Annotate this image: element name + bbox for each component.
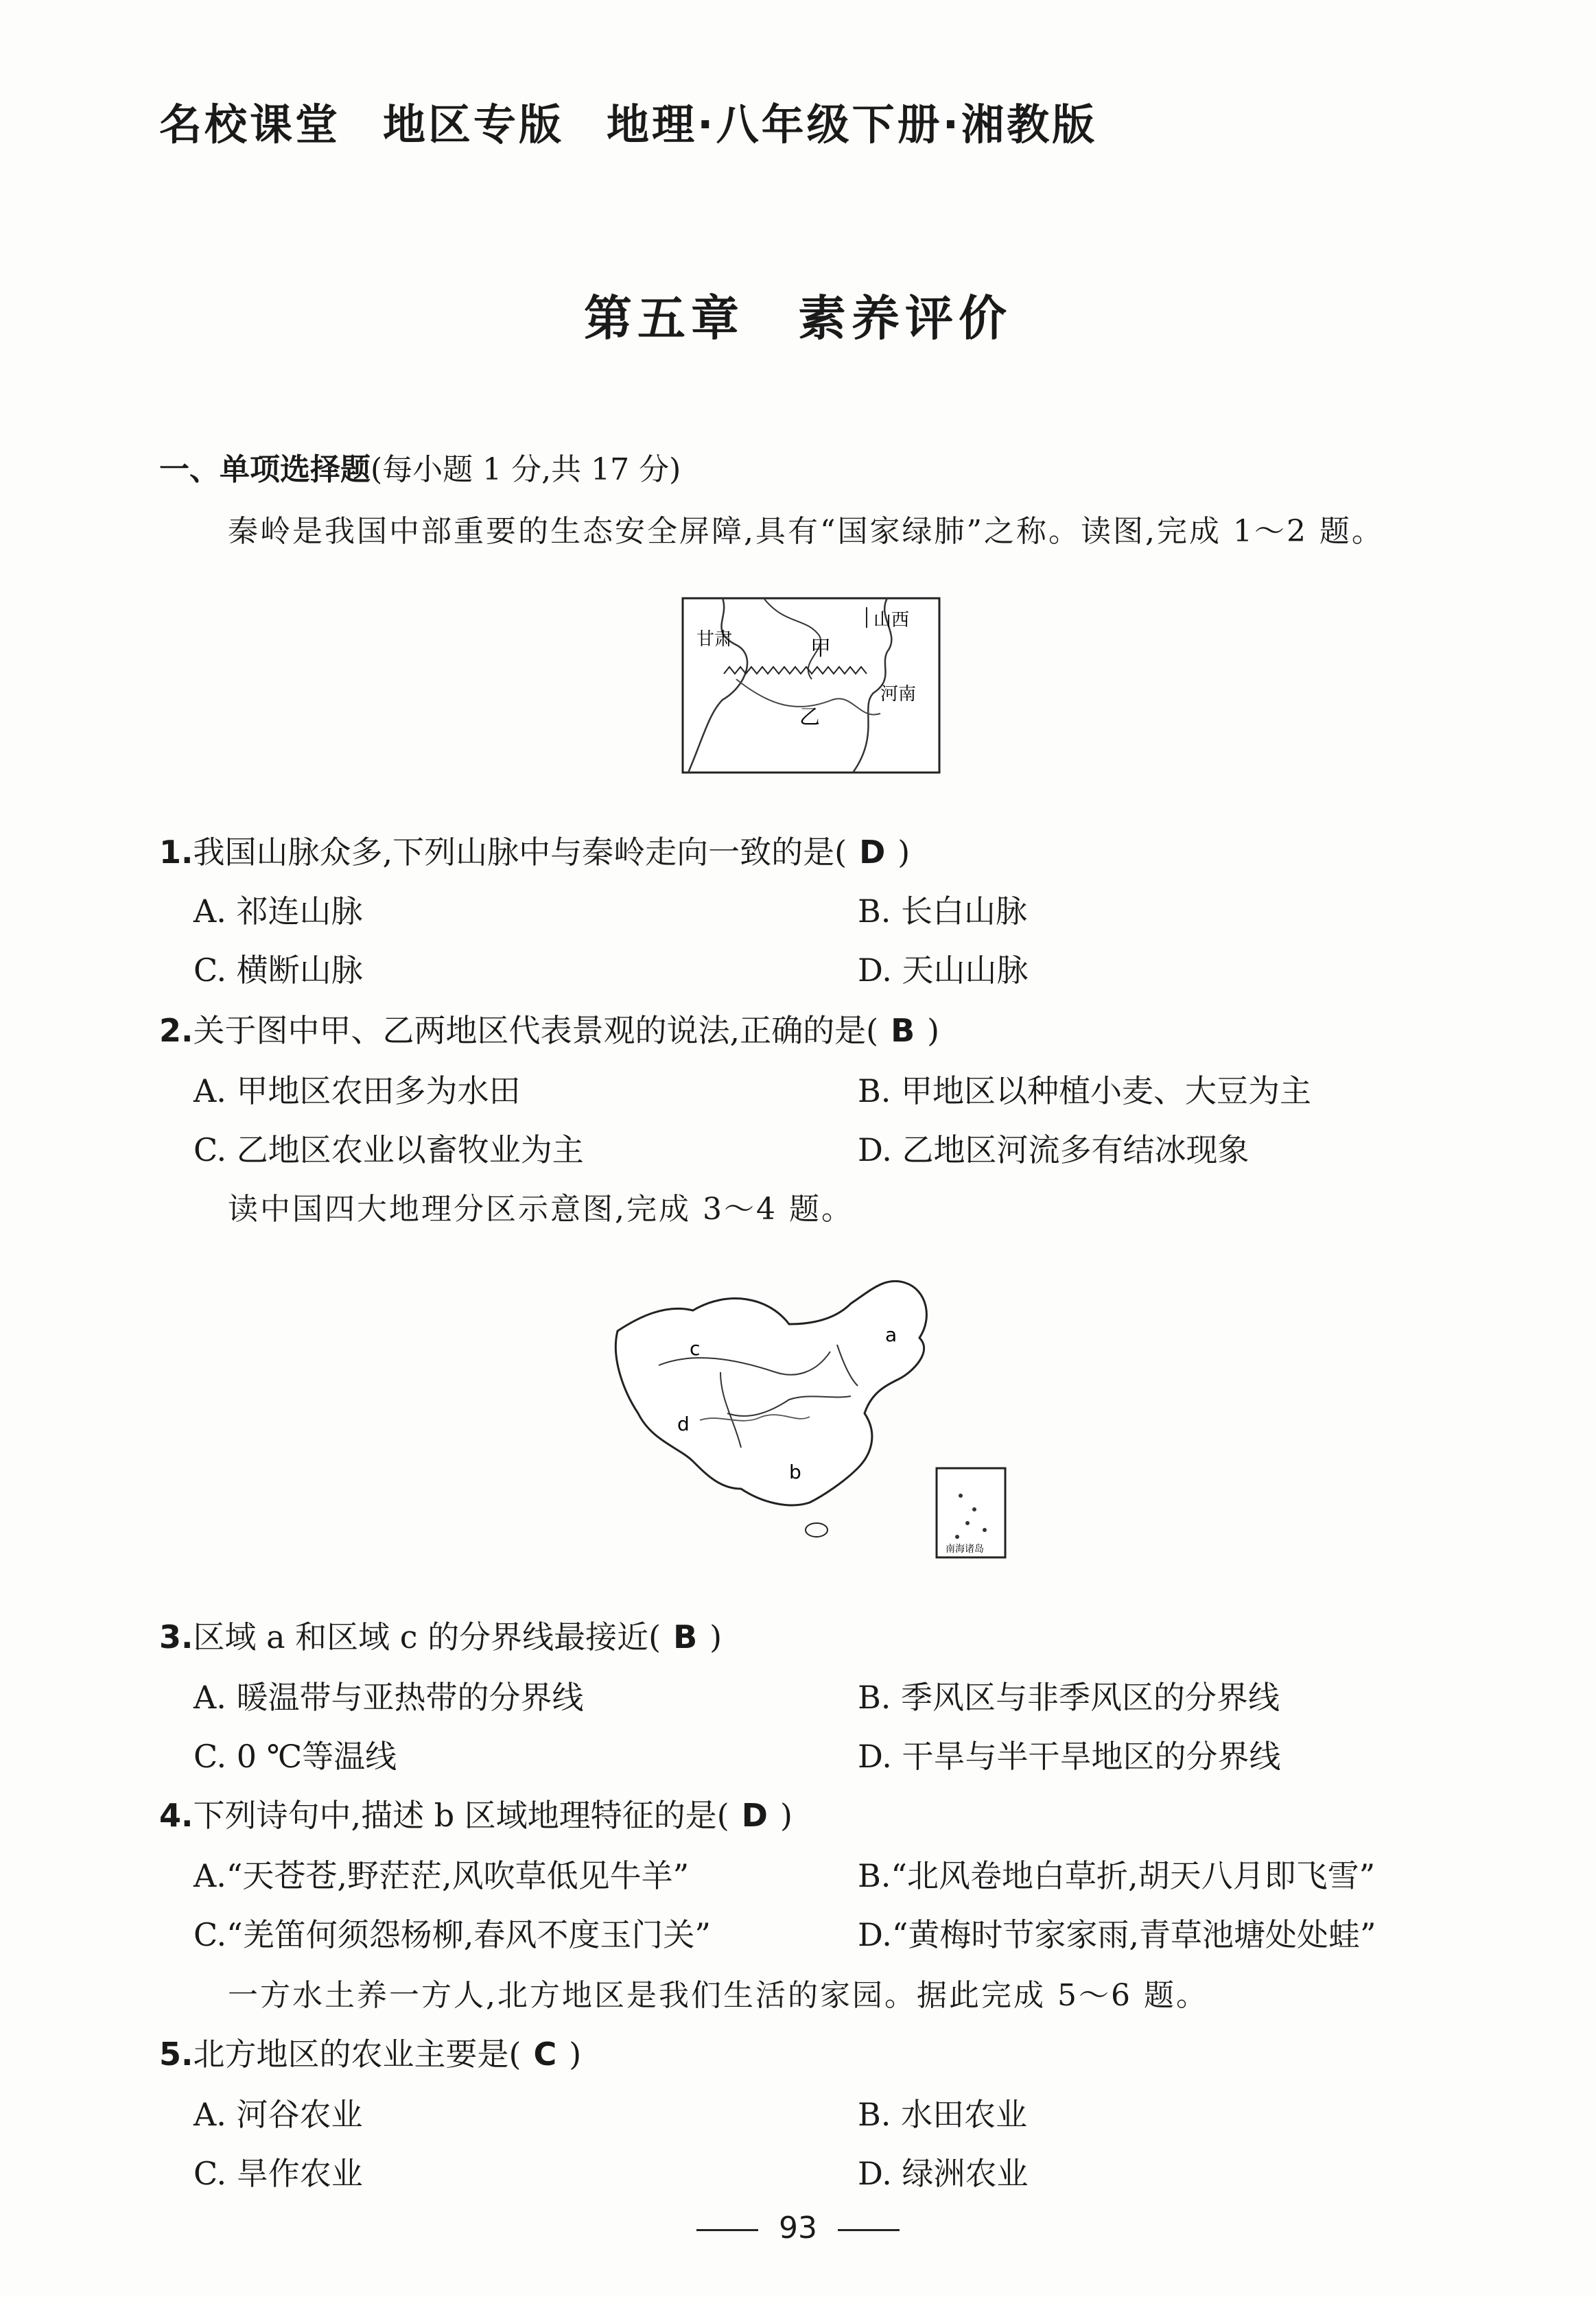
- option-2d: D. 乙地区河流多有结冰现象: [858, 1131, 1249, 1168]
- question-stem: 北方地区的农业主要是(: [193, 2036, 521, 2073]
- question-close: ): [927, 1012, 940, 1049]
- question-stem: 下列诗句中,描述 b 区域地理特征的是(: [193, 1797, 729, 1834]
- region-label-d: d: [677, 1413, 690, 1435]
- question-2: [159, 1006, 939, 1051]
- question-1: [159, 827, 910, 873]
- header-series: 名校课堂: [159, 99, 341, 150]
- option-1a: A. 祁连山脉: [193, 893, 363, 930]
- page-rule-right: [838, 2229, 900, 2231]
- question-number: 4.: [159, 1797, 193, 1834]
- section-note: (每小题 1 分,共 17 分): [371, 452, 681, 487]
- header-subject: 地理·八年级下册·湘教版: [607, 99, 1098, 150]
- question-stem: 我国山脉众多,下列山脉中与秦岭走向一致的是(: [193, 834, 847, 871]
- region-label-b: b: [789, 1461, 801, 1483]
- option-5c: C. 旱作农业: [193, 2155, 363, 2192]
- option-1b: B. 长白山脉: [858, 893, 1028, 930]
- question-number: 5.: [159, 2036, 193, 2073]
- book-header: [159, 91, 1140, 152]
- china-outline: [615, 1281, 926, 1505]
- option-1d: D. 天山山脉: [858, 952, 1029, 989]
- answer-mark: B: [891, 1012, 915, 1049]
- question-close: ): [779, 1797, 793, 1834]
- page-number-text: 93: [779, 2211, 817, 2246]
- question-stem: 关于图中甲、乙两地区代表景观的说法,正确的是(: [193, 1012, 879, 1049]
- label-gansu: 甘肃: [696, 629, 733, 650]
- answer-mark: D: [859, 834, 886, 871]
- hainan-island: [806, 1523, 828, 1537]
- page-rule-left: [696, 2229, 758, 2231]
- chapter-title: 第五章 素养评价: [584, 290, 1012, 346]
- header-edition: 地区专版: [383, 99, 565, 150]
- label-yi: 乙: [799, 705, 820, 729]
- region-label-a: a: [885, 1323, 897, 1346]
- page-number: [0, 2211, 1596, 2246]
- question-number: 3.: [159, 1618, 193, 1656]
- option-5d: D. 绿洲农业: [858, 2155, 1029, 2192]
- label-shanxi: 山西: [873, 610, 910, 631]
- question-close: ): [897, 834, 911, 871]
- label-jia: 甲: [810, 637, 831, 661]
- intro-qinling: 秦岭是我国中部重要的生态安全屏障,具有“国家绿肺”之称。读图,完成 1～2 题。: [228, 514, 1384, 549]
- option-1c: C. 横断山脉: [193, 952, 363, 989]
- question-3: [159, 1612, 722, 1658]
- answer-mark: C: [533, 2036, 557, 2073]
- option-2c: C. 乙地区农业以畜牧业为主: [193, 1131, 584, 1168]
- intro-regions: 读中国四大地理分区示意图,完成 3～4 题。: [228, 1192, 854, 1227]
- option-4a: A.“天苍苍,野茫茫,风吹草低见牛羊”: [193, 1857, 690, 1894]
- question-4: [159, 1791, 793, 1836]
- option-5b: B. 水田农业: [858, 2096, 1028, 2133]
- option-3d: D. 干旱与半干旱地区的分界线: [858, 1738, 1281, 1775]
- question-number: 1.: [159, 834, 193, 871]
- inset-label: 南海诸岛: [946, 1544, 984, 1555]
- option-5a: A. 河谷农业: [193, 2096, 363, 2133]
- question-stem: 区域 a 和区域 c 的分界线最接近(: [193, 1618, 661, 1656]
- question-number: 2.: [159, 1012, 193, 1049]
- china-regions-map: [611, 1276, 1009, 1564]
- option-4b: B.“北风卷地白草折,胡天八月即飞雪”: [858, 1857, 1376, 1894]
- answer-mark: D: [741, 1797, 768, 1834]
- intro-north: 一方水土养一方人,北方地区是我们生活的家园。据此完成 5～6 题。: [228, 1978, 1208, 2013]
- qinling-map: [681, 597, 941, 774]
- option-4d: D.“黄梅时节家家雨,青草池塘处处蛙”: [858, 1916, 1376, 1953]
- label-henan: 河南: [880, 684, 917, 705]
- answer-mark: B: [673, 1618, 698, 1656]
- section-heading: [159, 445, 681, 488]
- option-3c: C. 0 ℃等温线: [193, 1738, 397, 1775]
- option-2a: A. 甲地区农田多为水田: [193, 1072, 521, 1109]
- section-label: 一、单项选择题: [159, 452, 371, 487]
- option-4c: C.“羌笛何须怨杨柳,春风不度玉门关”: [193, 1916, 711, 1953]
- question-close: ): [569, 2036, 582, 2073]
- option-3a: A. 暖温带与亚热带的分界线: [193, 1679, 584, 1716]
- region-label-c: c: [690, 1337, 701, 1360]
- question-close: ): [709, 1618, 723, 1656]
- option-3b: B. 季风区与非季风区的分界线: [858, 1679, 1280, 1716]
- option-2b: B. 甲地区以种植小麦、大豆为主: [858, 1072, 1312, 1109]
- question-5: [159, 2029, 581, 2075]
